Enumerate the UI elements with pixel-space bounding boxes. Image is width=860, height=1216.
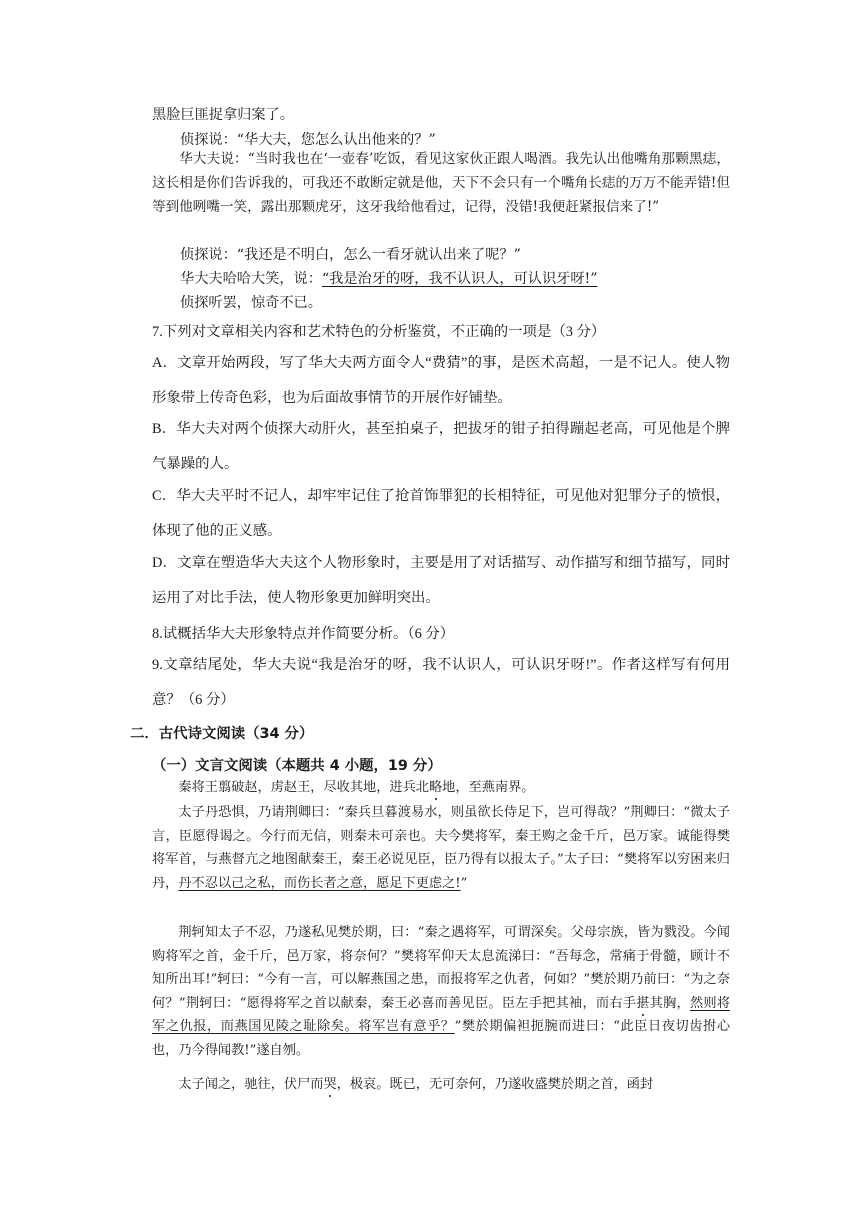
classical-paragraph-3: [152, 921, 730, 1062]
underlined-sentence: “我是治牙的呀，我不认识人，可认识牙呀!”: [321, 271, 598, 287]
question-7-option-a: A．文章开始两段，写了华大夫两方面令人“费猜”的事，是医术高超，一是不记人。使人物形象带上传奇色彩，也为后面故事情节的开展作好铺垫。: [152, 355, 730, 406]
question-7-stem: 7.下列对文章相关内容和艺术特色的分析鉴赏，不正确的一项是（3 分）: [152, 324, 606, 340]
question-8-stem: 8.试概括华大夫形象特点并作简要分析。（6 分）: [152, 626, 455, 642]
story-line: [180, 268, 597, 288]
question-9-stem: 9.文章结尾处，华大夫说“我是治牙的呀，我不认识人，可认识牙呀!”。作者这样写有何用意？（6 分）: [152, 657, 730, 708]
question-7-option-d: D．文章在塑造华大夫这个人物形象时，主要是用了对话描写、动作描写和细节描写，同时运用了对比手法，使人物形象更加鲜明突出。: [152, 555, 730, 606]
emphasis-dot-char: 揕: [636, 995, 650, 1011]
classical-text: 地，至燕南界。: [442, 780, 535, 795]
emphasis-dot-char: 哭: [323, 1077, 337, 1092]
classical-text: 荆轲知太子不忍，乃遂私见樊於期，曰：“秦之遇将军，可谓深矣。父母宗族，皆为戮没。今闻购将军之首，金千斤，邑万家，将奈何？”樊将军仰天太息流涕曰：“吾每念，常痛于骨髓，顾计不知所出耳!”轲曰：“今有一言，可以解燕国之患，而报将军之仇者，何如？”樊於期乃前曰：“为之奈何？”荆轲曰：“愿得将军之首以献秦，秦王必喜而善见臣。臣左手把其袖，而右手: [152, 925, 730, 1011]
question-7-option-b: B．华大夫对两个侦探大动肝火，甚至拍桌子，把拔牙的钳子拍得蹦起老高，可见他是个脾气暴躁的人。: [152, 421, 730, 472]
question-7-option-c: C．华大夫平时不记人，却牢牢记住了抢首饰罪犯的长相特征，可见他对犯罪分子的愤恨，体现了他的正义感。: [152, 488, 730, 539]
classical-text: ”: [460, 875, 468, 891]
emphasis-dot-char: 略: [428, 780, 443, 795]
story-paragraph: 华大夫说：“当时我也在‘一壶春’吃饭，看见这家伙正跟人喝酒。我先认出他嘴角那颗黑痣，这长相是你们告诉我的，可我还不敢断定就是他，天下不会只有一个嘴角长痣的万万不能弄错!但等到他咧嘴一笑，露出那颗虎牙，这牙我给他看过，记得，没错!我便赶紧报信来了!”: [152, 151, 730, 215]
story-text: 华大夫哈哈大笑，说：: [180, 271, 322, 287]
section-heading: 二．古代诗文阅读（34 分）: [130, 726, 314, 742]
classical-text: 其胸，: [649, 995, 690, 1011]
classical-text: ，极哀。既已，无可奈何，乃遂收盛樊於期之首，函封: [336, 1077, 654, 1092]
story-line: 侦探听罢，惊奇不已。: [180, 295, 322, 311]
classical-text: 太子丹恐惧，乃请荆卿曰：“秦兵旦暮渡易水，则虽欲长侍足下，岂可得哉？”荆卿曰：“微太子言，臣愿得谒之。今行而无信，则秦未可亲也。夫今樊将军，秦王购之金千斤，邑万家。诚能得樊将军首，与燕督亢之地图献秦王，秦王必说见臣，臣乃得有以报太子。”太子曰：“樊将军以穷困来归丹，: [152, 805, 730, 891]
story-line: 侦探说：“华大夫，您怎么认出他来的？”: [180, 132, 436, 148]
subsection-heading: （一）文言文阅读（本题共 4 小题，19 分）: [152, 758, 442, 774]
classical-paragraph-1: [152, 776, 730, 800]
classical-text: 太子闻之，驰往，伏尸而: [178, 1077, 324, 1092]
classical-paragraph-2: [152, 801, 730, 895]
classical-paragraph-4: [152, 1073, 730, 1097]
story-line: 黑脸巨匪捉拿归案了。: [152, 107, 294, 123]
underlined-sentence: 然则将军之仇报，而燕国见陵之耻除矣。将军岂有意乎？: [152, 995, 731, 1034]
classical-text: 秦将王翦破赵，虏赵王，尽收其地，进兵北: [178, 780, 429, 795]
underlined-sentence: 丹不忍以己之私，而伤长者之意，愿足下更虑之!: [178, 875, 461, 891]
story-line: 侦探说：“我还是不明白，怎么一看牙就认出来了呢？”: [180, 247, 521, 263]
classical-text: ”樊於期偏袒扼腕而进曰：“此臣日夜切齿拊心也，乃今得闻教!”遂自刎。: [152, 1019, 731, 1058]
